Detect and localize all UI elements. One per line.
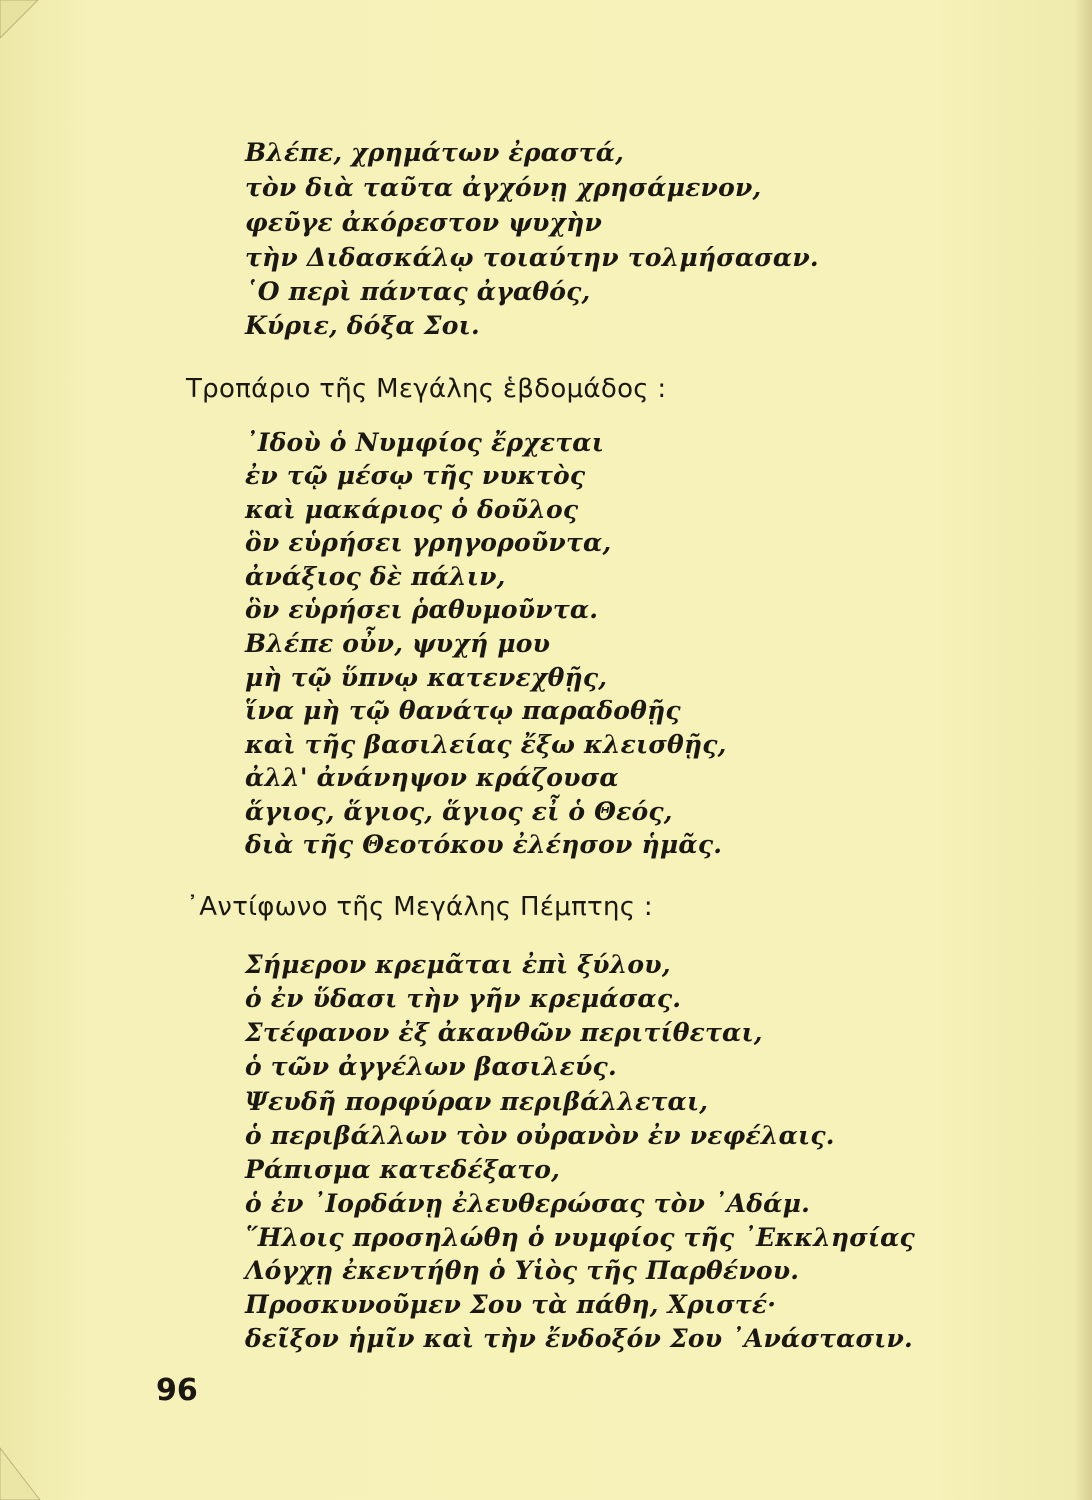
verse-line: ὃν εὑρήσει γρηγοροῦντα, — [245, 528, 612, 557]
verse-line: ᾿Ιδοὺ ὁ Νυμφίος ἔρχεται — [245, 428, 605, 457]
corner-fold-bottom-icon — [0, 1440, 42, 1500]
verse-line: Προσκυνοῦμεν Σου τὰ πάθη, Χριστέ· — [245, 1290, 777, 1319]
verse-line: ὁ τῶν ἀγγέλων βασιλεύς. — [245, 1052, 617, 1081]
verse-line: ῞Ηλοις προσηλώθη ὁ νυμφίος τῆς ᾿Εκκλησίας — [245, 1223, 915, 1252]
verse-line: Κύριε, δόξα Σοι. — [245, 311, 480, 340]
verse-line: ὁ ἐν ᾿Ιορδάνῃ ἐλευθερώσας τὸν ᾿Αδάμ. — [245, 1189, 810, 1218]
verse-line: ὃν εὑρήσει ῥαθυμοῦντα. — [245, 595, 599, 624]
verse-line: ἅγιος, ἅγιος, ἅγιος εἶ ὁ Θεός, — [245, 797, 673, 826]
section-heading-troparion: Τροπάριο τῆς Μεγάλης ἑβδομάδος : — [186, 374, 667, 404]
verse-line: Ράπισμα κατεδέξατο, — [245, 1155, 561, 1184]
verse-line: καὶ μακάριος ὁ δοῦλος — [245, 495, 579, 524]
verse-line: διὰ τῆς Θεοτόκου ἐλέησον ἡμᾶς. — [245, 830, 723, 859]
verse-line: Λόγχῃ ἐκεντήθη ὁ Υἱὸς τῆς Παρθένου. — [245, 1256, 800, 1285]
verse-line: Βλέπε οὖν, ψυχή μου — [245, 629, 551, 658]
verse-line: ὁ περιβάλλων τὸν οὐρανὸν ἐν νεφέλαις. — [245, 1121, 835, 1150]
verse-line: ἀνάξιος δὲ πάλιν, — [245, 562, 506, 591]
verse-line: καὶ τῆς βασιλείας ἔξω κλεισθῇς, — [245, 730, 727, 759]
verse-line: φεῦγε ἀκόρεστον ψυχὴν — [245, 208, 603, 237]
verse-line: μὴ τῷ ὕπνῳ κατενεχθῇς, — [245, 663, 608, 692]
page-edge-shadow — [1074, 0, 1092, 1500]
verse-line: ὁ ἐν ὕδασι τὴν γῆν κρεμάσας. — [245, 984, 682, 1013]
verse-line: τὴν Διδασκάλῳ τοιαύτην τολμήσασαν. — [245, 243, 819, 272]
verse-line: ἵνα μὴ τῷ θανάτῳ παραδοθῇς — [245, 696, 681, 725]
verse-line: τὸν διὰ ταῦτα ἀγχόνῃ χρησάμενον, — [245, 173, 762, 202]
verse-line: δεῖξον ἡμῖν καὶ τὴν ἔνδοξόν Σου ᾿Ανάστασιν. — [245, 1324, 913, 1353]
verse-line: ἐν τῷ μέσῳ τῆς νυκτὸς — [245, 461, 586, 490]
verse-line: Σήμερον κρεμᾶται ἐπὶ ξύλου, — [245, 950, 671, 979]
verse-line: ἀλλ' ἀνάνηψον κράζουσα — [245, 763, 619, 792]
verse-line: Στέφανον ἐξ ἀκανθῶν περιτίθεται, — [245, 1018, 763, 1047]
corner-fold-top-icon — [0, 0, 40, 40]
verse-line: ῾Ο περὶ πάντας ἀγαθός, — [245, 277, 591, 306]
page-number: 96 — [156, 1373, 198, 1408]
verse-line: Βλέπε, χρημάτων ἐραστά, — [245, 138, 625, 167]
section-heading-antiphon: ᾿Αντίφωνο τῆς Μεγάλης Πέμπτης : — [186, 892, 653, 922]
verse-line: Ψευδῆ πορφύραν περιβάλλεται, — [245, 1087, 709, 1116]
